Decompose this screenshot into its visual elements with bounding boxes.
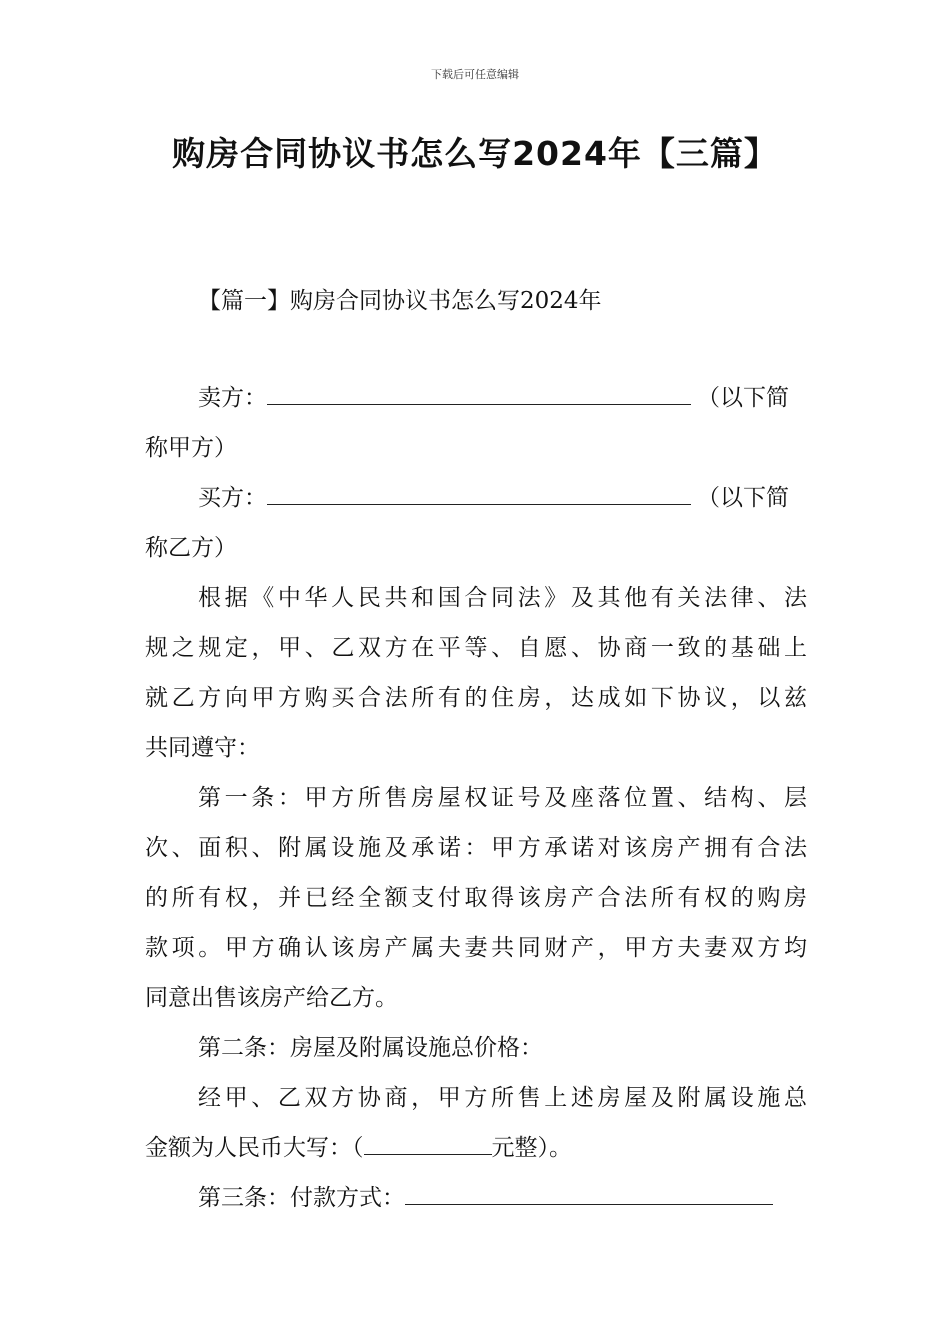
paragraph-line: 根据《中华人民共和国合同法》及其他有关法律、法 xyxy=(198,585,807,611)
seller-suffix-line: 称甲方） xyxy=(145,435,237,461)
parties-block xyxy=(145,373,807,573)
header-note: 下载后可任意编辑 xyxy=(431,68,519,81)
paragraph-line: 第一条：甲方所售房屋权证号及座落位置、结构、层 xyxy=(198,785,807,811)
document-title: 购房合同协议书怎么写2024年【三篇】 xyxy=(172,134,778,173)
paragraph-line: 共同遵守： xyxy=(145,735,260,761)
buyer-label: 买方： xyxy=(198,485,267,511)
paragraph-line: 次、面积、附属设施及承诺：甲方承诺对该房产拥有合法 xyxy=(145,835,807,861)
seller-blank xyxy=(267,382,691,405)
paragraph-line: 的所有权，并已经全额支付取得该房产合法所有权的购房 xyxy=(145,885,807,911)
buyer-suffix-line: 称乙方） xyxy=(145,535,237,561)
article-1-paragraph xyxy=(145,773,807,1023)
seller-suffix: （以下简 xyxy=(697,385,789,411)
payment-line xyxy=(145,1173,807,1223)
article-3-label: 第三条：付款方式： xyxy=(198,1185,405,1211)
buyer-blank xyxy=(267,482,691,505)
section-heading: 【篇一】购房合同协议书怎么写2024年 xyxy=(198,288,602,314)
article-3-paragraph xyxy=(145,1173,807,1223)
payment-blank xyxy=(405,1182,773,1205)
buyer-line xyxy=(145,473,807,523)
amount-suffix: 元整）。 xyxy=(491,1135,572,1161)
seller-line xyxy=(145,373,807,423)
paragraph-line: 款项。甲方确认该房产属夫妻共同财产，甲方夫妻双方均 xyxy=(145,935,807,961)
amount-prefix: 金额为人民币大写：（ xyxy=(145,1135,364,1161)
intro-paragraph xyxy=(145,573,807,773)
article-2-title: 第二条：房屋及附属设施总价格： xyxy=(198,1035,543,1061)
article-2-paragraph xyxy=(145,1023,807,1173)
paragraph-line: 经甲、乙双方协商，甲方所售上述房屋及附属设施总 xyxy=(198,1085,807,1111)
paragraph-line: 就乙方向甲方购买合法所有的住房，达成如下协议，以兹 xyxy=(145,685,807,711)
paragraph-line: 同意出售该房产给乙方。 xyxy=(145,985,398,1011)
buyer-suffix: （以下简 xyxy=(697,485,789,511)
seller-label: 卖方： xyxy=(198,385,267,411)
amount-blank xyxy=(364,1132,492,1155)
paragraph-line: 规之规定，甲、乙双方在平等、自愿、协商一致的基础上 xyxy=(145,635,807,661)
amount-line xyxy=(145,1123,807,1173)
